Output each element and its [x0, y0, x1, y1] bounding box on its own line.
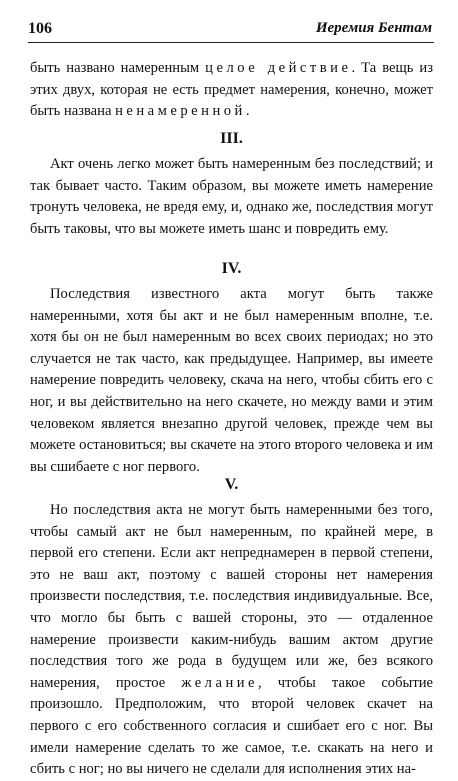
section-3-paragraph [30, 154, 433, 240]
text-run: Но последствия акта не могут быть намеренными без того, чтобы самый акт не был намеренным, по крайней мере, в первой его степени. Если акт непреднамерен в первой степени, это не ваш акт, поэтому с вашей стороны нет намерения произвести последствия, т.е. последствия индивидуальные. Все, что могло бы быть с вашей стороны, это — отдаленное намерение произвести каким-нибудь вашим актом другие последствия того же рода в будущем или же, без всякого намерения, простое [30, 502, 433, 691]
text-run: . Та вещь из этих двух, которая не есть предмет намерения, конечно, может быть названа [30, 60, 434, 120]
running-head: Иеремия Бентам [315, 20, 432, 36]
paragraph-continuation [30, 58, 433, 123]
page-header [28, 20, 434, 43]
text-run: быть названо намеренным [30, 60, 206, 76]
paragraph-text: Акт очень легко может быть намеренным без последствий; и так бывает часто. Таким образом, вы можете иметь намерение тронуть человека, не вредя ему, и, однако же, последствия могут быть таковы, что вы можете иметь шанс и повредить ему. [30, 156, 433, 237]
section-heading-4: IV. [221, 260, 242, 277]
page-number: 106 [28, 20, 52, 37]
text-run: . [245, 103, 250, 120]
section-heading-5: V. [224, 476, 239, 493]
text-run: , чтобы такое событие произошло. Предположим, что второй человек скачет на первого с его собственного согласия и сшибает его с ног. Вы имели намерение сделать то же самое, т.е. скакать на него и сбить с ног; но вы ничего не сделали для исполнения этих на- [30, 674, 433, 778]
emphasis-spaced: желание [181, 674, 259, 691]
section-4-paragraph [30, 284, 433, 478]
section-heading-3: III. [220, 130, 243, 147]
emphasis-spaced: ненамеренной [115, 103, 246, 120]
emphasis-spaced: целое действие [205, 60, 352, 76]
paragraph-text: Последствия известного акта могут быть также намеренными, хотя бы акт и не был намеренным вполне, т.е. хотя бы он не был намеренным во всех своих периодах; но это случается не так часто, как предыдущее. Например, вы имеете намерение повредить человеку, скача на него, чтобы сбить его с ног, и вы действительно на него скачете, но между вами и этим человеком является внезапно другой человек, прежде чем вы можете остановиться; вы скачете на этого второго человека и им вы сшибаете с ног первого. [30, 286, 433, 475]
section-5-paragraph [30, 500, 433, 781]
